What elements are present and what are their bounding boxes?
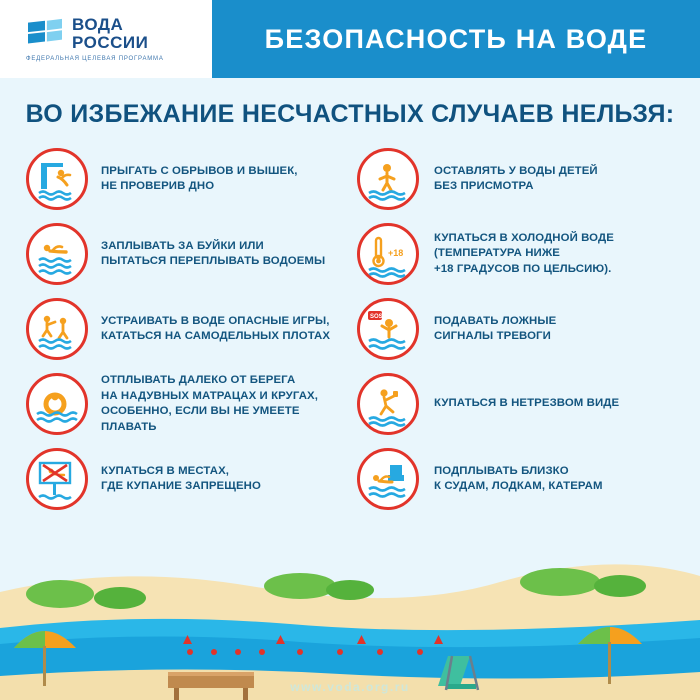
rules-column-right — [357, 147, 678, 522]
list-item — [26, 297, 347, 361]
header — [0, 0, 700, 78]
cold-water-thermometer-icon — [357, 223, 419, 285]
list-item — [357, 147, 678, 211]
swim-past-buoys-icon — [26, 223, 88, 285]
false-alarm-icon — [357, 298, 419, 360]
list-item — [357, 222, 678, 286]
page-title: БЕЗОПАСНОСТЬ НА ВОДЕ — [264, 23, 648, 54]
list-item-label: ОТПЛЫВАТЬ ДАЛЕКО ОТ БЕРЕГА НА НАДУВНЫХ МАТРАЦАХ И КРУГАХ, ОСОБЕННО, ЕСЛИ ВЫ НЕ УМЕЕТЕ ПЛАВАТЬ — [101, 374, 318, 433]
list-item — [26, 447, 347, 511]
list-item-label: УСТРАИВАТЬ В ВОДЕ ОПАСНЫЕ ИГРЫ, КАТАТЬСЯ НА САМОДЕЛЬНЫХ ПЛОТАХ — [101, 314, 331, 342]
drunk-swimming-icon — [357, 373, 419, 435]
list-item — [26, 372, 347, 436]
logo-block — [0, 0, 212, 78]
list-item-label: КУПАТЬСЯ В НЕТРЕЗВОМ ВИДЕ — [434, 397, 620, 410]
rules-columns — [0, 143, 700, 522]
list-item — [357, 372, 678, 436]
list-item-label: КУПАТЬСЯ В МЕСТАХ, ГДЕ КУПАНИЕ ЗАПРЕЩЕНО — [101, 464, 261, 492]
near-boats-icon — [357, 448, 419, 510]
logo-subtitle: ФЕДЕРАЛЬНАЯ ЦЕЛЕВАЯ ПРОГРАММА — [26, 56, 164, 62]
title-bar — [212, 0, 700, 78]
list-item-label: ПОДПЛЫВАТЬ БЛИЗКО К СУДАМ, ЛОДКАМ, КАТЕРАМ — [434, 464, 603, 492]
list-item-label: ЗАПЛЫВАТЬ ЗА БУЙКИ ИЛИ ПЫТАТЬСЯ ПЕРЕПЛЫВАТЬ ВОДОЕМЫ — [101, 239, 326, 267]
thermometer-value-label: +18 — [388, 248, 404, 258]
subtitle-wrap — [0, 78, 700, 143]
list-item — [357, 447, 678, 511]
cliff-jump-icon — [26, 148, 88, 210]
list-item — [26, 147, 347, 211]
list-item — [357, 297, 678, 361]
dangerous-games-icon — [26, 298, 88, 360]
logo-line2: РОССИИ — [72, 33, 149, 52]
no-swimming-sign-icon — [26, 448, 88, 510]
rules-column-left — [26, 147, 347, 522]
site-url: www.voda.org.ru — [290, 680, 410, 694]
child-unattended-icon — [357, 148, 419, 210]
list-item-label: ПРЫГАТЬ С ОБРЫВОВ И ВЫШЕК, НЕ ПРОВЕРИВ ДНО — [101, 164, 298, 192]
sos-label: SOS! — [370, 314, 385, 320]
beach-scene-illustration — [0, 552, 700, 700]
list-item-label: ОСТАВЛЯТЬ У ВОДЫ ДЕТЕЙ БЕЗ ПРИСМОТРА — [434, 164, 598, 192]
logo-line1: ВОДА — [72, 15, 124, 34]
voda-rossii-logo-icon — [26, 17, 64, 51]
list-item-label: КУПАТЬСЯ В ХОЛОДНОЙ ВОДЕ (ТЕМПЕРАТУРА НИЖЕ +18 ГРАДУСОВ ПО ЦЕЛЬСИЮ). — [434, 231, 614, 275]
list-item — [26, 222, 347, 286]
inflatable-ring-icon — [26, 373, 88, 435]
list-item-label: ПОДАВАТЬ ЛОЖНЫЕ СИГНАЛЫ ТРЕВОГИ — [434, 314, 557, 342]
subtitle: ВО ИЗБЕЖАНИЕ НЕСЧАСТНЫХ СЛУЧАЕВ НЕЛЬЗЯ: — [25, 100, 675, 128]
